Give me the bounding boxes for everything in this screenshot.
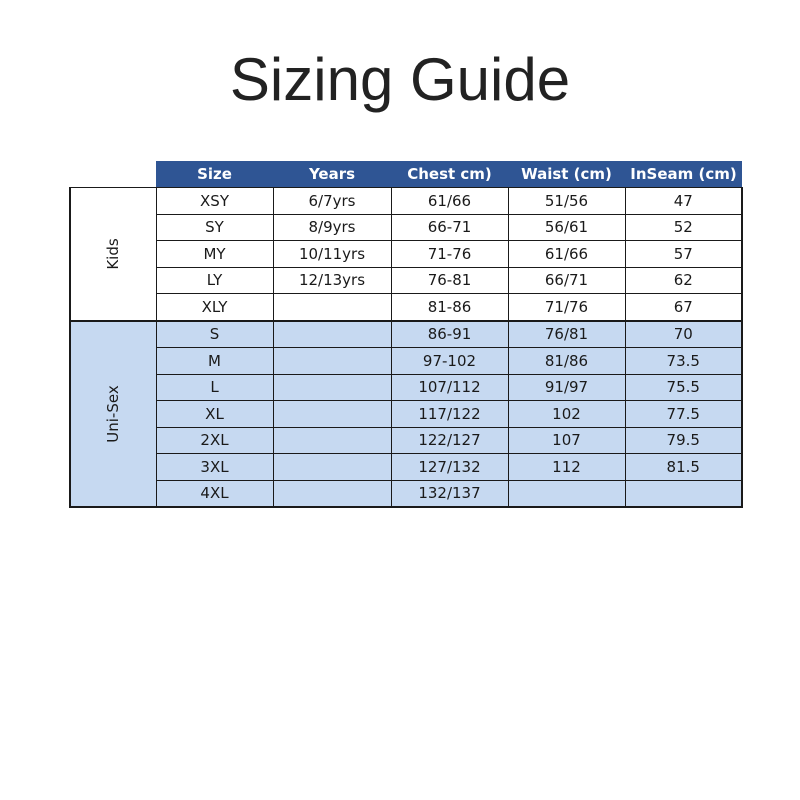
years-cell	[273, 401, 391, 428]
chest-cell: 132/137	[391, 480, 508, 507]
inseam-cell: 70	[625, 321, 742, 348]
years-cell	[273, 321, 391, 348]
waist-cell: 112	[508, 454, 625, 481]
header-corner	[70, 161, 156, 188]
inseam-cell	[625, 480, 742, 507]
table-row	[70, 188, 742, 215]
header-waist: Waist (cm)	[508, 161, 625, 188]
kids-group	[70, 188, 742, 321]
unisex-group-label	[70, 321, 156, 508]
inseam-cell: 79.5	[625, 427, 742, 454]
size-cell: XSY	[156, 188, 273, 215]
waist-cell: 56/61	[508, 214, 625, 241]
years-cell	[273, 348, 391, 375]
waist-cell: 81/86	[508, 348, 625, 375]
years-cell: 10/11yrs	[273, 241, 391, 268]
waist-cell: 51/56	[508, 188, 625, 215]
header-row	[70, 161, 742, 188]
chest-cell: 127/132	[391, 454, 508, 481]
table-row	[70, 348, 742, 375]
chest-cell: 86-91	[391, 321, 508, 348]
size-cell: LY	[156, 267, 273, 294]
size-cell: XL	[156, 401, 273, 428]
group-label-text: Uni-Sex	[104, 385, 123, 443]
waist-cell: 66/71	[508, 267, 625, 294]
years-cell	[273, 480, 391, 507]
header-chest: Chest cm)	[391, 161, 508, 188]
table-row	[70, 401, 742, 428]
size-cell: XLY	[156, 294, 273, 321]
years-cell: 12/13yrs	[273, 267, 391, 294]
table-row	[70, 374, 742, 401]
years-cell	[273, 454, 391, 481]
chest-cell: 122/127	[391, 427, 508, 454]
inseam-cell: 47	[625, 188, 742, 215]
waist-cell: 61/66	[508, 241, 625, 268]
chest-cell: 76-81	[391, 267, 508, 294]
chest-cell: 71-76	[391, 241, 508, 268]
table-row	[70, 241, 742, 268]
size-cell: 2XL	[156, 427, 273, 454]
waist-cell: 107	[508, 427, 625, 454]
kids-group-label	[70, 188, 156, 321]
header-size: Size	[156, 161, 273, 188]
size-cell: 4XL	[156, 480, 273, 507]
inseam-cell: 77.5	[625, 401, 742, 428]
waist-cell: 102	[508, 401, 625, 428]
table-row	[70, 427, 742, 454]
chest-cell: 117/122	[391, 401, 508, 428]
chest-cell: 97-102	[391, 348, 508, 375]
chest-cell: 61/66	[391, 188, 508, 215]
chest-cell: 81-86	[391, 294, 508, 321]
inseam-cell: 52	[625, 214, 742, 241]
years-cell: 8/9yrs	[273, 214, 391, 241]
table-row	[70, 267, 742, 294]
header-years: Years	[273, 161, 391, 188]
inseam-cell: 73.5	[625, 348, 742, 375]
size-cell: L	[156, 374, 273, 401]
inseam-cell: 57	[625, 241, 742, 268]
size-cell: 3XL	[156, 454, 273, 481]
size-cell: M	[156, 348, 273, 375]
waist-cell: 76/81	[508, 321, 625, 348]
table-row	[70, 294, 742, 321]
years-cell: 6/7yrs	[273, 188, 391, 215]
table-row	[70, 214, 742, 241]
waist-cell	[508, 480, 625, 507]
waist-cell: 71/76	[508, 294, 625, 321]
chest-cell: 107/112	[391, 374, 508, 401]
inseam-cell: 67	[625, 294, 742, 321]
page-title: Sizing Guide	[229, 46, 571, 113]
chest-cell: 66-71	[391, 214, 508, 241]
inseam-cell: 81.5	[625, 454, 742, 481]
inseam-cell: 62	[625, 267, 742, 294]
group-label-text: Kids	[104, 238, 123, 270]
size-cell: MY	[156, 241, 273, 268]
years-cell	[273, 427, 391, 454]
years-cell	[273, 374, 391, 401]
unisex-group	[70, 321, 742, 508]
table-row	[70, 321, 742, 348]
size-cell: SY	[156, 214, 273, 241]
inseam-cell: 75.5	[625, 374, 742, 401]
size-cell: S	[156, 321, 273, 348]
sizing-table	[69, 161, 743, 508]
header-inseam: InSeam (cm)	[625, 161, 742, 188]
waist-cell: 91/97	[508, 374, 625, 401]
years-cell	[273, 294, 391, 321]
table-row	[70, 454, 742, 481]
table-row	[70, 480, 742, 507]
